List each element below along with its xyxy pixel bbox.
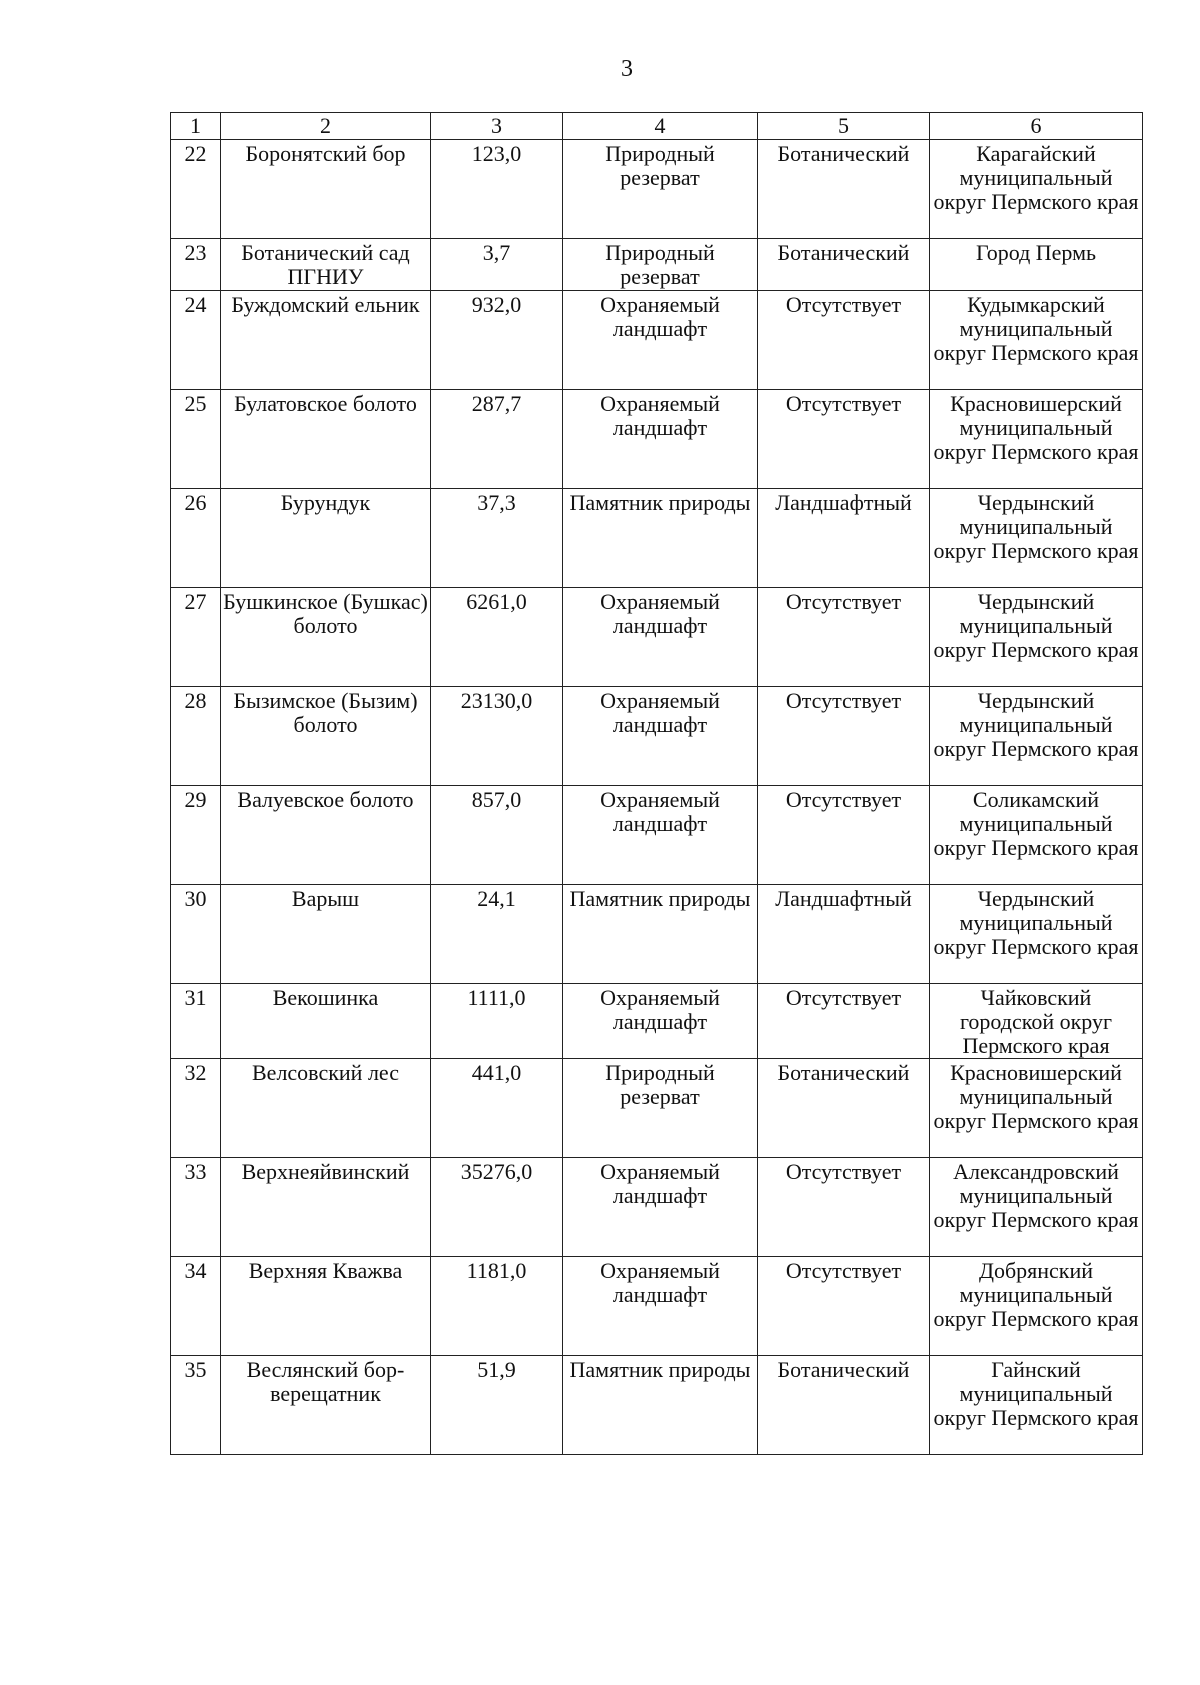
area-name: Верхняя Кважва (221, 1257, 431, 1356)
area-name: Буждомский ельник (221, 291, 431, 390)
area-location: Гайнский муниципальный округ Пермского края (930, 1356, 1143, 1455)
row-number: 23 (171, 239, 221, 291)
row-number: 29 (171, 786, 221, 885)
table-row (171, 885, 1143, 984)
area-location: Александровский муниципальный округ Пермского края (930, 1158, 1143, 1257)
area-category: Природный резерват (563, 140, 758, 239)
area-category: Охраняемый ландшафт (563, 390, 758, 489)
protected-areas-table (170, 112, 1143, 1455)
area-category: Охраняемый ландшафт (563, 984, 758, 1059)
area-category: Памятник природы (563, 489, 758, 588)
area-profile: Отсутствует (758, 786, 930, 885)
table-row (171, 1059, 1143, 1158)
area-location: Красновишерский муниципальный округ Пермского края (930, 1059, 1143, 1158)
column-header: 4 (563, 113, 758, 140)
row-number: 34 (171, 1257, 221, 1356)
area-name: Ботанический сад ПГНИУ (221, 239, 431, 291)
area-location: Город Пермь (930, 239, 1143, 291)
area-category: Охраняемый ландшафт (563, 1158, 758, 1257)
area-profile: Отсутствует (758, 984, 930, 1059)
area-location: Соликамский муниципальный округ Пермского края (930, 786, 1143, 885)
row-number: 24 (171, 291, 221, 390)
area-profile: Отсутствует (758, 291, 930, 390)
area-name: Варыш (221, 885, 431, 984)
area-profile: Ландшафтный (758, 489, 930, 588)
area-location: Кудымкарский муниципальный округ Пермского края (930, 291, 1143, 390)
row-number: 27 (171, 588, 221, 687)
area-category: Памятник природы (563, 885, 758, 984)
table-row (171, 687, 1143, 786)
area-name: Бурундук (221, 489, 431, 588)
area-size: 23130,0 (431, 687, 563, 786)
area-location: Чердынский муниципальный округ Пермского края (930, 687, 1143, 786)
area-profile: Отсутствует (758, 588, 930, 687)
area-profile: Отсутствует (758, 1257, 930, 1356)
area-profile: Ботанический (758, 1356, 930, 1455)
area-name: Векошинка (221, 984, 431, 1059)
area-profile: Отсутствует (758, 687, 930, 786)
table-row (171, 786, 1143, 885)
page-number: 3 (621, 56, 633, 82)
row-number: 30 (171, 885, 221, 984)
area-profile: Отсутствует (758, 390, 930, 489)
area-size: 123,0 (431, 140, 563, 239)
area-location: Добрянский муниципальный округ Пермского края (930, 1257, 1143, 1356)
row-number: 26 (171, 489, 221, 588)
area-size: 857,0 (431, 786, 563, 885)
area-name: Бызимское (Бызим) болото (221, 687, 431, 786)
area-name: Булатовское болото (221, 390, 431, 489)
column-header: 5 (758, 113, 930, 140)
area-profile: Отсутствует (758, 1158, 930, 1257)
area-profile: Ботанический (758, 140, 930, 239)
row-number: 28 (171, 687, 221, 786)
row-number: 32 (171, 1059, 221, 1158)
area-location: Чердынский муниципальный округ Пермского края (930, 489, 1143, 588)
table-header-row (171, 113, 1143, 140)
table-row (171, 1356, 1143, 1455)
table-row (171, 140, 1143, 239)
area-location: Чердынский муниципальный округ Пермского края (930, 885, 1143, 984)
area-location: Чердынский муниципальный округ Пермского края (930, 588, 1143, 687)
area-profile: Ландшафтный (758, 885, 930, 984)
table-row (171, 984, 1143, 1059)
area-category: Охраняемый ландшафт (563, 786, 758, 885)
area-profile: Ботанический (758, 239, 930, 291)
row-number: 22 (171, 140, 221, 239)
area-category: Охраняемый ландшафт (563, 588, 758, 687)
area-location: Карагайский муниципальный округ Пермского края (930, 140, 1143, 239)
row-number: 35 (171, 1356, 221, 1455)
table-row (171, 1158, 1143, 1257)
area-profile: Ботанический (758, 1059, 930, 1158)
area-category: Природный резерват (563, 239, 758, 291)
column-header: 6 (930, 113, 1143, 140)
table-row (171, 588, 1143, 687)
area-size: 35276,0 (431, 1158, 563, 1257)
area-category: Охраняемый ландшафт (563, 687, 758, 786)
area-size: 3,7 (431, 239, 563, 291)
column-header: 3 (431, 113, 563, 140)
area-category: Памятник природы (563, 1356, 758, 1455)
area-size: 1111,0 (431, 984, 563, 1059)
column-header: 1 (171, 113, 221, 140)
area-size: 6261,0 (431, 588, 563, 687)
area-location: Красновишерский муниципальный округ Пермского края (930, 390, 1143, 489)
area-location: Чайковский городской округ Пермского края (930, 984, 1143, 1059)
table-row (171, 1257, 1143, 1356)
area-name: Велсовский лес (221, 1059, 431, 1158)
area-category: Охраняемый ландшафт (563, 291, 758, 390)
area-size: 51,9 (431, 1356, 563, 1455)
table-row (171, 291, 1143, 390)
area-category: Природный резерват (563, 1059, 758, 1158)
area-category: Охраняемый ландшафт (563, 1257, 758, 1356)
area-name: Бушкинское (Бушкас) болото (221, 588, 431, 687)
area-name: Валуевское болото (221, 786, 431, 885)
row-number: 31 (171, 984, 221, 1059)
row-number: 25 (171, 390, 221, 489)
area-size: 441,0 (431, 1059, 563, 1158)
area-size: 37,3 (431, 489, 563, 588)
area-size: 1181,0 (431, 1257, 563, 1356)
column-header: 2 (221, 113, 431, 140)
area-name: Верхнеяйвинский (221, 1158, 431, 1257)
area-size: 932,0 (431, 291, 563, 390)
row-number: 33 (171, 1158, 221, 1257)
area-size: 287,7 (431, 390, 563, 489)
table-row (171, 239, 1143, 291)
area-size: 24,1 (431, 885, 563, 984)
area-name: Боронятский бор (221, 140, 431, 239)
table-row (171, 390, 1143, 489)
table-row (171, 489, 1143, 588)
area-name: Веслянский бор-верещатник (221, 1356, 431, 1455)
